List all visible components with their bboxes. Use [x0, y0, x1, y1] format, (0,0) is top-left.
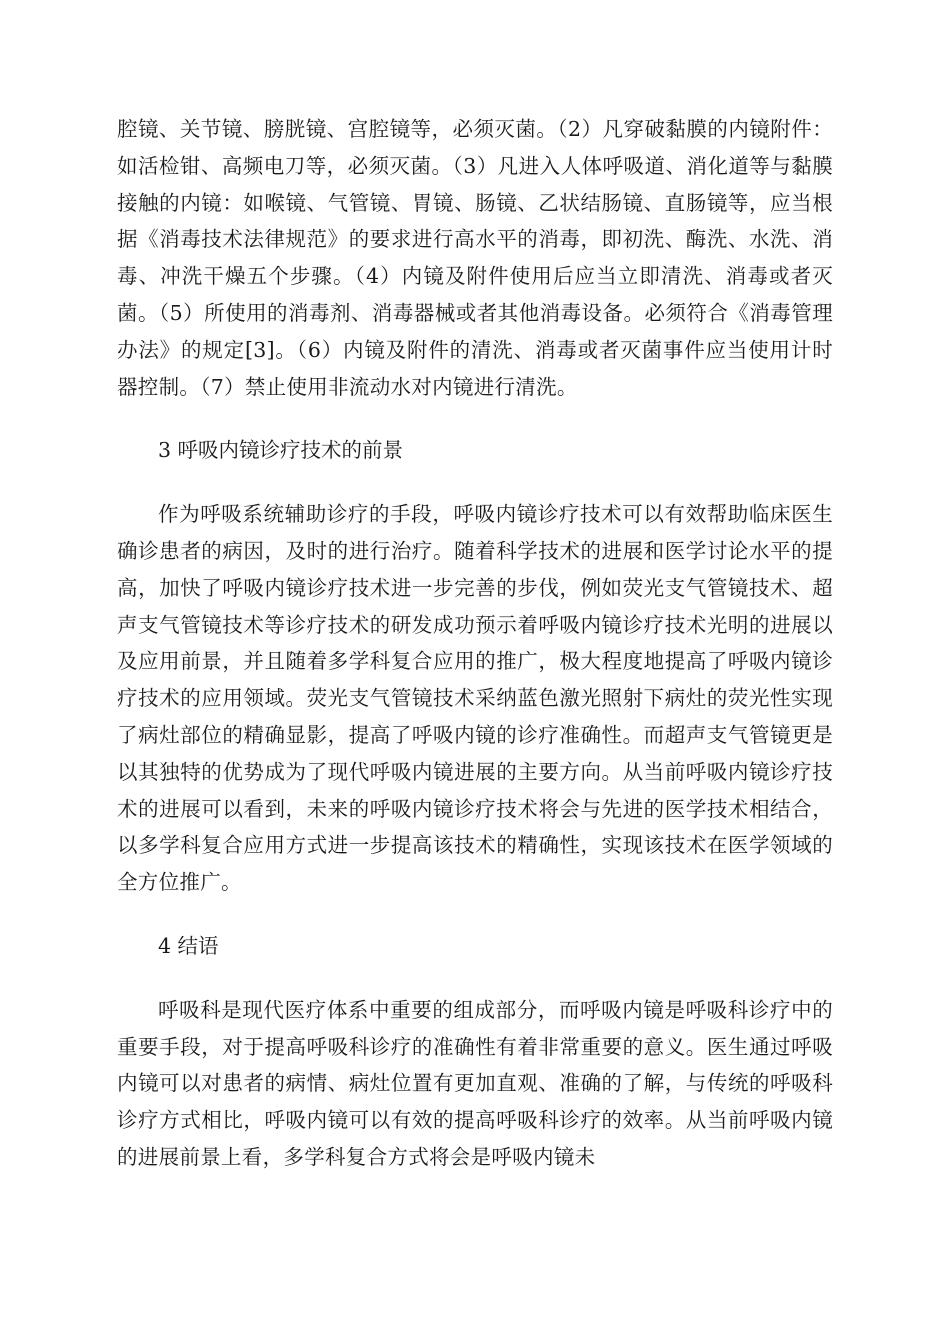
section-heading-4: 4 结语 [158, 933, 219, 958]
spacer [117, 965, 833, 992]
spacer [117, 469, 833, 496]
paragraph-disinfection-rules: 腔镜、关节镜、膀胱镜、宫腔镜等，必须灭菌。（2）凡穿破黏膜的内镜附件：如活检钳、高频电刀等，必须灭菌。（3）凡进入人体呼吸道、消化道等与黏膜接触的内镜：如喉镜、气管镜、胃镜、肠镜、乙状结肠镜、直肠镜等，应当根据《消毒技术法律规范》的要求进行高水平的消毒，即初洗、酶洗、水洗、消毒、冲洗干燥五个步骤。（4）内镜及附件使用后应当立即清洗、消毒或者灭菌。（5）所使用的消毒剂、消毒器械或者其他消毒设备。必须符合《消毒管理办法》的规定[3]。（6）内镜及附件的清洗、消毒或者灭菌事件应当使用计时器控制。（7）禁止使用非流动水对内镜进行清洗。 [117, 117, 833, 399]
spacer [117, 901, 833, 928]
section-heading-3: 3 呼吸内镜诊疗技术的前景 [158, 438, 404, 463]
paragraph-prospects: 作为呼吸系统辅助诊疗的手段，呼吸内镜诊疗技术可以有效帮助临床医生确诊患者的病因，及时的进行治疗。随着科学技术的进展和医学讨论水平的提高，加快了呼吸内镜诊疗技术进一步完善的步伐，例如荧光支气管镜技术、超声支气管镜技术等诊疗技术的研发成功预示着呼吸内镜诊疗技术光明的进展以及应用前景，并且随着多学科复合应用的推广，极大程度地提高了呼吸内镜诊疗技术的应用领域。荧光支气管镜技术采纳蓝色激光照射下病灶的荧光性实现了病灶部位的精确显影，提高了呼吸内镜的诊疗准确性。而超声支气管镜更是以其独特的优势成为了现代呼吸内镜进展的主要方向。从当前呼吸内镜诊疗技术的进展可以看到，未来的呼吸内镜诊疗技术将会与先进的医学技术相结合，以多学科复合应用方式进一步提高该技术的精确性，实现该技术在医学领域的全方位推广。 [117, 502, 833, 895]
paragraph-conclusion: 呼吸科是现代医疗体系中重要的组成部分，而呼吸内镜是呼吸科诊疗中的重要手段，对于提高呼吸科诊疗的准确性有着非常重要的意义。医生通过呼吸内镜可以对患者的病情、病灶位置有更加直观、准确的了解，与传统的呼吸科诊疗方式相比，呼吸内镜可以有效的提高呼吸科诊疗的效率。从当前呼吸内镜的进展前景上看，多学科复合方式将会是呼吸内镜未 [117, 997, 833, 1169]
spacer [117, 405, 833, 432]
document-page [117, 111, 833, 1176]
